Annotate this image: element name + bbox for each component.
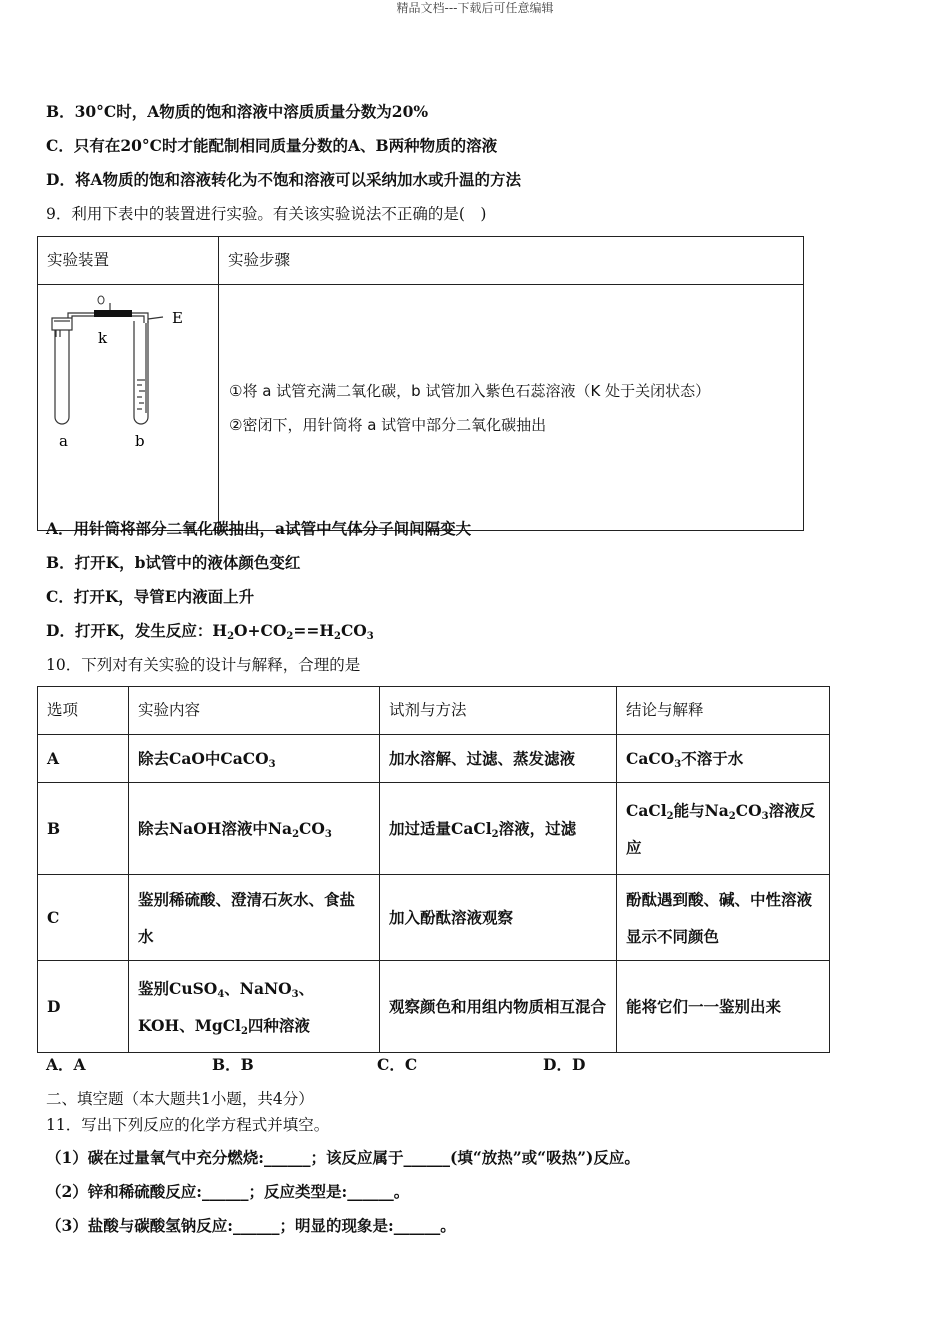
row-a-conclusion: CaCO$_3$不溶于水	[617, 735, 830, 783]
table-row	[38, 875, 830, 961]
choice-b: B．B	[212, 1055, 254, 1074]
q9-option-d-formula: $H_2O+CO_2==H_2CO_3$	[212, 621, 374, 642]
label-a: a	[59, 432, 68, 450]
choice-c: C．C	[377, 1055, 418, 1074]
table-row	[38, 735, 830, 783]
q11-item-1: （1）碳在过量氧气中充分燃烧:______；该反应属于______(填“放热”或“吸热”)反应。	[46, 1148, 640, 1167]
q9-option-b: B．打开K，b试管中的液体颜色变红	[46, 553, 301, 572]
q9-col-steps: 实验步骤	[219, 237, 804, 285]
apparatus-diagram	[38, 285, 218, 516]
section-2-title: 二、填空题（本大题共1小题，共4分）	[46, 1090, 314, 1108]
row-d-reagent: 观察颜色和用组内物质相互混合	[380, 961, 617, 1053]
step-1: ①将 a 试管充满二氧化碳，b 试管加入紫色石蕊溶液（K 处于关闭状态）	[229, 381, 711, 400]
row-c-reagent: 加入酚酞溶液观察	[380, 875, 617, 961]
row-a-reagent: 加水溶解、过滤、蒸发滤液	[380, 735, 617, 783]
q11-item-2: （2）锌和稀硫酸反应:______；反应类型是:______。	[46, 1182, 410, 1201]
steps-cell	[219, 285, 804, 531]
choice-a: A．A	[46, 1055, 86, 1074]
apparatus-cell	[38, 285, 219, 531]
q10-header-conclusion: 结论与解释	[617, 687, 830, 735]
q8-option-d: D．将A物质的饱和溶液转化为不饱和溶液可以采纳加水或升温的方法	[46, 170, 521, 189]
row-c-conclusion: 酚酞遇到酸、碱、中性溶液显示不同颜色	[617, 875, 830, 961]
label-b: b	[135, 432, 145, 450]
q10-header-option: 选项	[38, 687, 129, 735]
q10-header-content: 实验内容	[129, 687, 380, 735]
row-b-content: 除去NaOH溶液中$Na_2CO_3$	[129, 783, 380, 875]
row-d-conclusion: 能将它们一一鉴别出来	[617, 961, 830, 1053]
q10-header-reagent: 试剂与方法	[380, 687, 617, 735]
row-a-content: 除去CaO中CaCO$_3$	[129, 735, 380, 783]
row-b-reagent: 加过适量CaCl$_2$溶液，过滤	[380, 783, 617, 875]
q9-option-d	[46, 621, 374, 641]
q9-option-d-prefix: D．打开K，发生反应：	[46, 621, 213, 640]
q9-col-apparatus: 实验装置	[38, 237, 219, 285]
choice-d: D．D	[543, 1055, 586, 1074]
q9-option-c: C．打开K，导管E内液面上升	[46, 587, 255, 606]
q8-option-b: B．30°C时，A物质的饱和溶液中溶质质量分数为20%	[46, 102, 429, 121]
q10-table	[37, 686, 830, 1053]
q11-item-3: （3）盐酸与碳酸氢钠反应:______；明显的现象是:______。	[46, 1216, 456, 1235]
clamp-k	[94, 310, 132, 317]
q9-option-a: A．用针筒将部分二氧化碳抽出，a试管中气体分子间间隔变大	[46, 519, 472, 538]
q8-option-c: C．只有在20°C时才能配制相同质量分数的A、B两种物质的溶液	[46, 136, 498, 155]
row-c-option: C	[38, 875, 129, 961]
table-row	[38, 783, 830, 875]
row-b-option: B	[38, 783, 129, 875]
row-d-content: 鉴别CuSO$_4$、NaNO$_3$、KOH、MgCl$_2$四种溶液	[129, 961, 380, 1053]
row-b-conclusion: CaCl$_2$能与$Na_2CO_3$溶液反应	[617, 783, 830, 875]
table-row	[38, 961, 830, 1053]
q9-table	[37, 236, 804, 531]
q10-stem: 10．下列对有关实验的设计与解释，合理的是	[46, 656, 361, 674]
label-k: k	[98, 329, 108, 347]
q11-stem: 11．写出下列反应的化学方程式并填空。	[46, 1116, 330, 1134]
step-2: ②密闭下，用针筒将 a 试管中部分二氧化碳抽出	[229, 415, 547, 434]
row-c-content: 鉴别稀硫酸、澄清石灰水、食盐水	[129, 875, 380, 961]
row-a-option: A	[38, 735, 129, 783]
row-d-option: D	[38, 961, 129, 1053]
label-e: E	[172, 309, 183, 327]
page-header: 精品文档---下载后可任意编辑	[396, 1, 554, 15]
q9-stem: 9．利用下表中的装置进行实验。有关该实验说法不正确的是( )	[46, 205, 487, 223]
